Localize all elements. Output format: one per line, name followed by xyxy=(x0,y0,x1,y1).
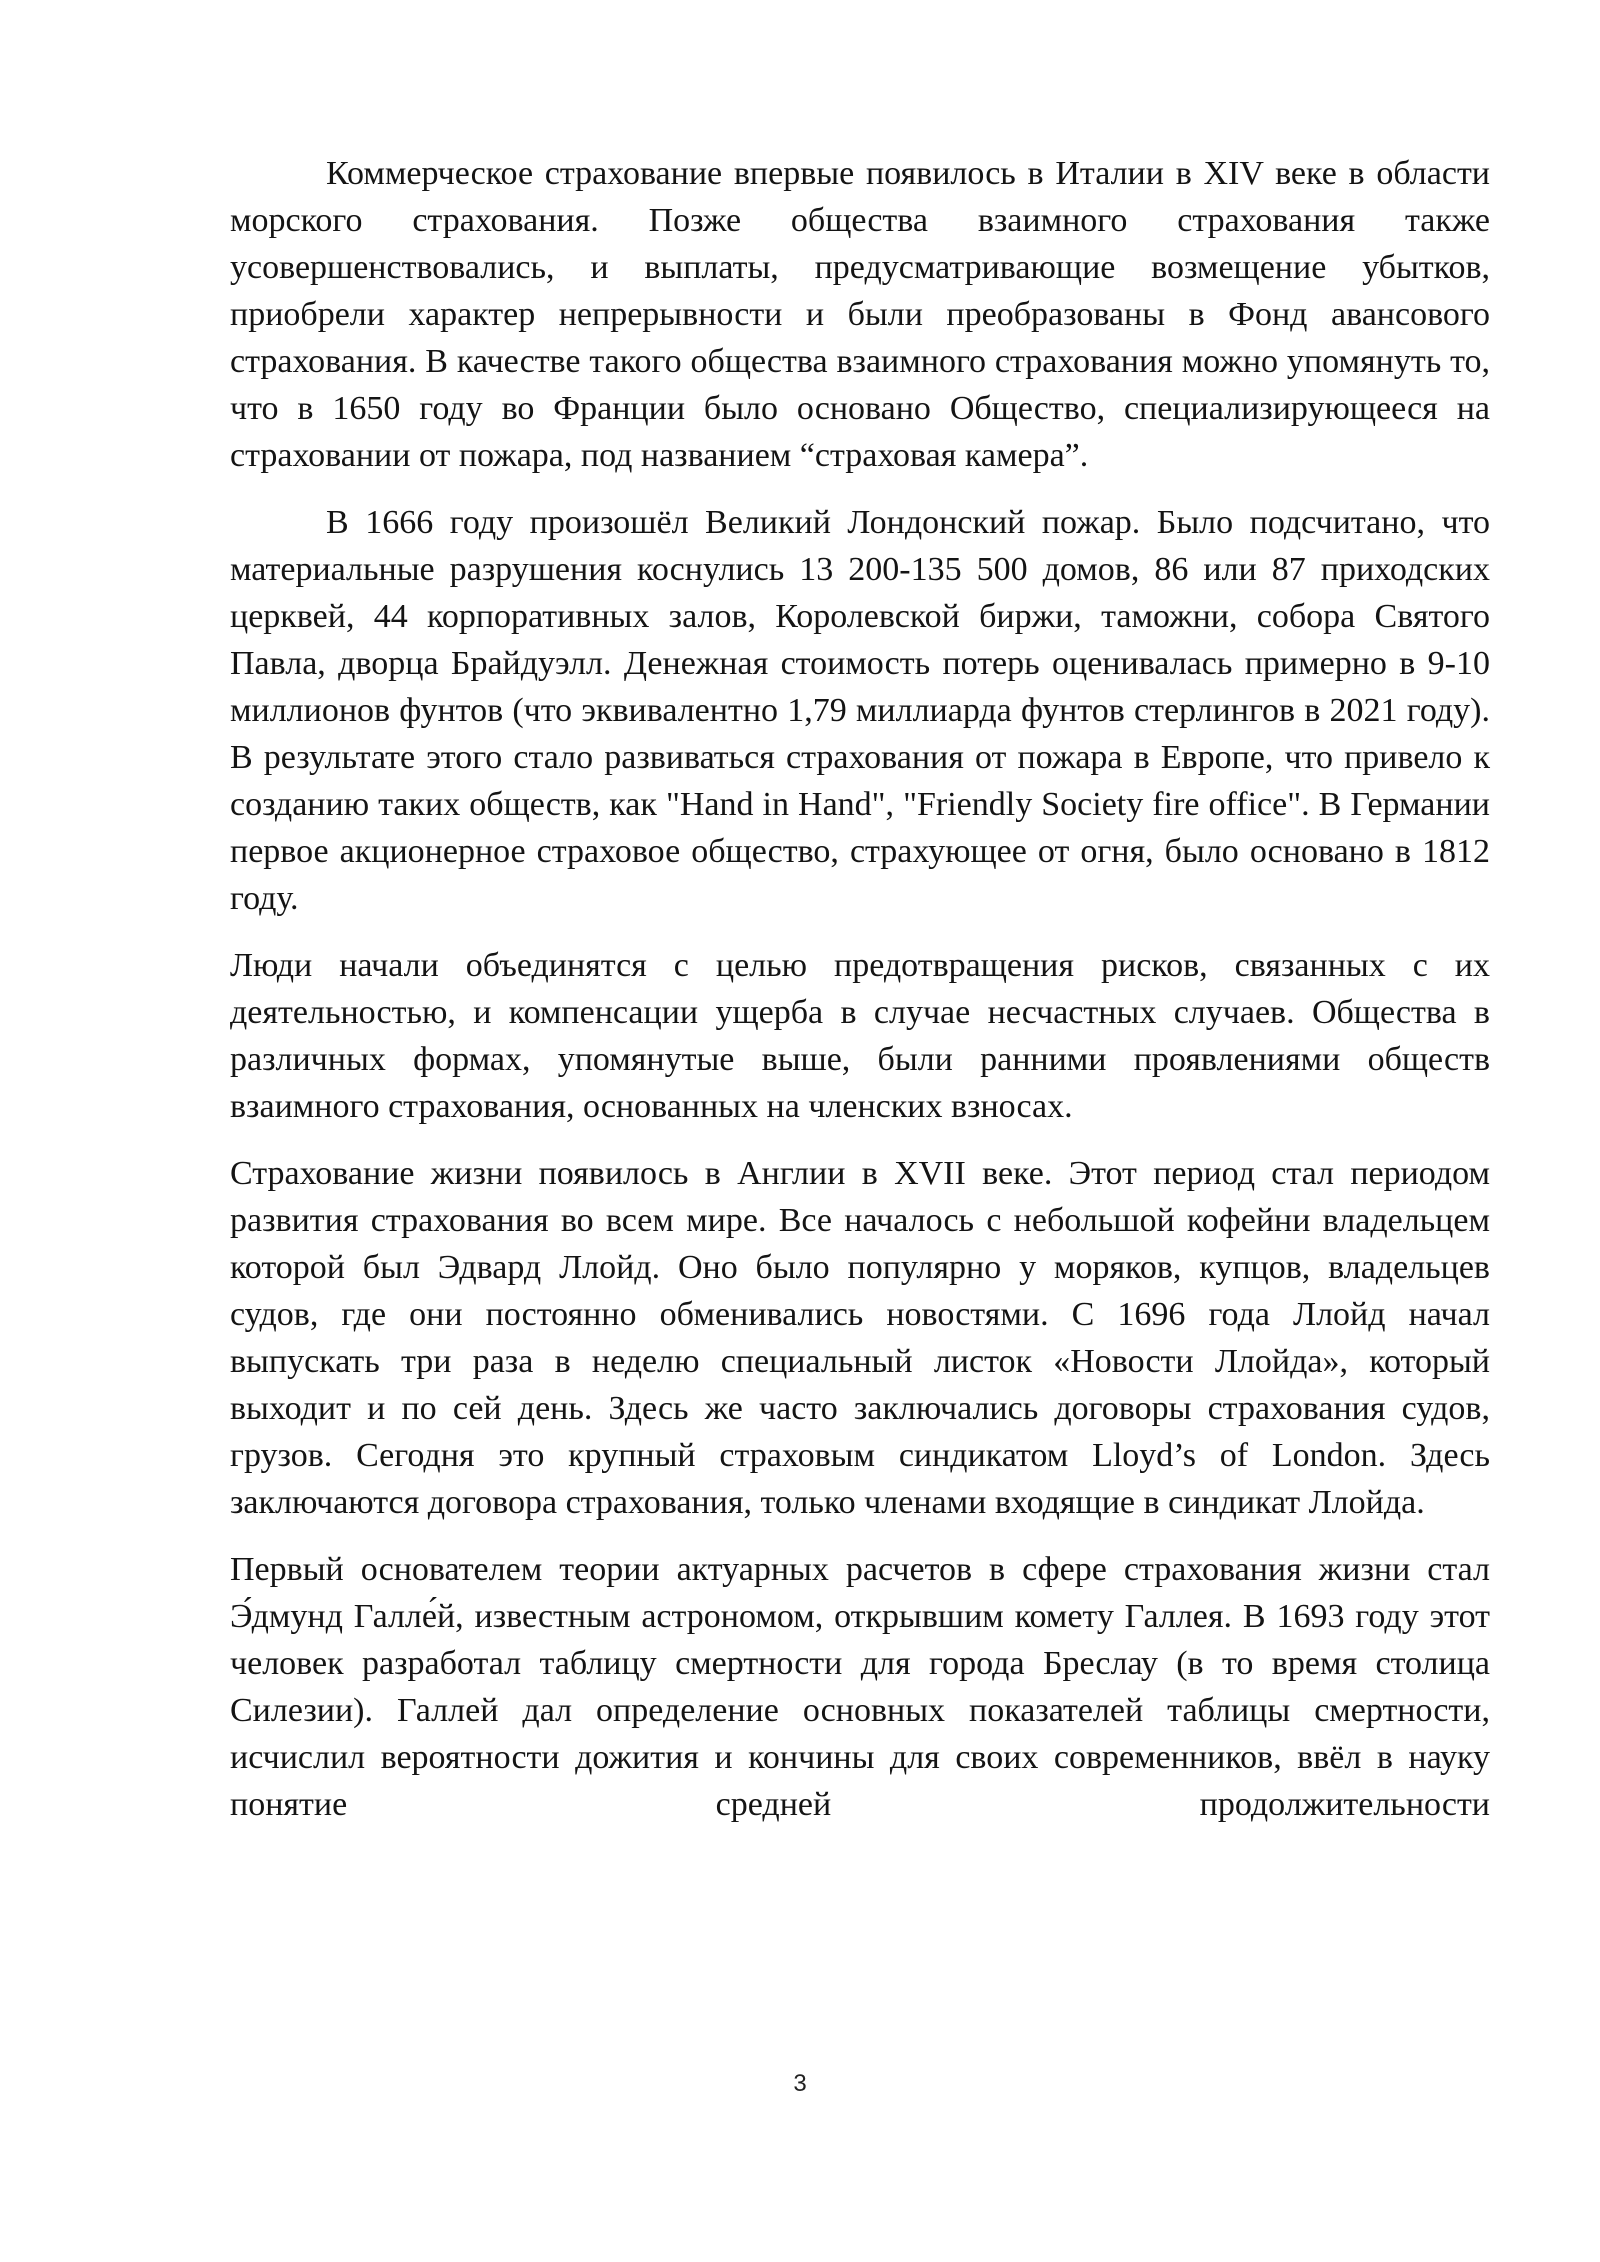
page-number: 3 xyxy=(793,2070,807,2097)
paragraph-london-fire: В 1666 году произошёл Великий Лондонский пожар. Было подсчитано, что материальные разрушения коснулись 13 200-135 500 домов, 86 или 87 приходских церквей, 44 корпоративных залов, Королевской биржи, таможни, собора Святого Павла, дворца Брайдуэлл. Денежная стоимость потерь оценивалась примерно в 9-10 миллионов фунтов (что эквивалентно 1,79 миллиарда фунтов стерлингов в 2021 году). В результате этого стало развиваться страхования от пожара в Европе, что привело к созданию таких обществ, как "Hand in Hand", "Friendly Society fire office". В Германии первое акционерное страховое общество, страхующее от огня, было основано в 1812 году. xyxy=(230,504,1490,917)
paragraph-life-insurance-lloyd: Страхование жизни появилось в Англии в XVII веке. Этот период стал периодом развития страхования во всем мире. Все началось с небольшой кофейни владельцем которой был Эдвард Ллойд. Оно было популярно у моряков, купцов, владельцев судов, где они постоянно обменивались новостями. С 1696 года Ллойд начал выпускать три раза в неделю специальный листок «Новости Ллойда», который выходит и по сей день. Здесь же часто заключались договоры страхования судов, грузов. Сегодня это крупный страховым синдикатом Lloyd’s of London. Здесь заключаются договора страхования, только членами входящие в синдикат Ллойда. xyxy=(230,1155,1490,1521)
body-text xyxy=(230,150,1490,1848)
paragraph-italy-insurance: Коммерческое страхование впервые появилось в Италии в XIV веке в области морского страхования. Позже общества взаимного страхования также усовершенствовались, и выплаты, предусматривающие возмещение убытков, приобрели характер непрерывности и были преобразованы в Фонд авансового страхования. В качестве такого общества взаимного страхования можно упомянуть то, что в 1650 году во Франции было основано Общество, специализирующееся на страховании от пожара, под названием “страховая камера”. xyxy=(230,155,1490,474)
paragraph-mutual-societies: Люди начали объединятся с целью предотвращения рисков, связанных с их деятельностью, и компенсации ущерба в случае несчастных случаев. Общества в различных формах, упомянутые выше, были ранними проявлениями обществ взаимного страхования, основанных на членских взносах. xyxy=(230,947,1490,1125)
paragraph-halley-actuarial: Первый основателем теории актуарных расчетов в сфере страхования жизни стал Э́дмунд Галле́й, известным астрономом, открывшим комету Галлея. В 1693 году этот человек разработал таблицу смертности для города Бреслау (в то время столица Силезии). Галлей дал определение основных показателей таблицы смертности, исчислил вероятности дожития и кончины для своих современников, ввёл в науку понятие средней продолжительности xyxy=(230,1551,1490,1823)
